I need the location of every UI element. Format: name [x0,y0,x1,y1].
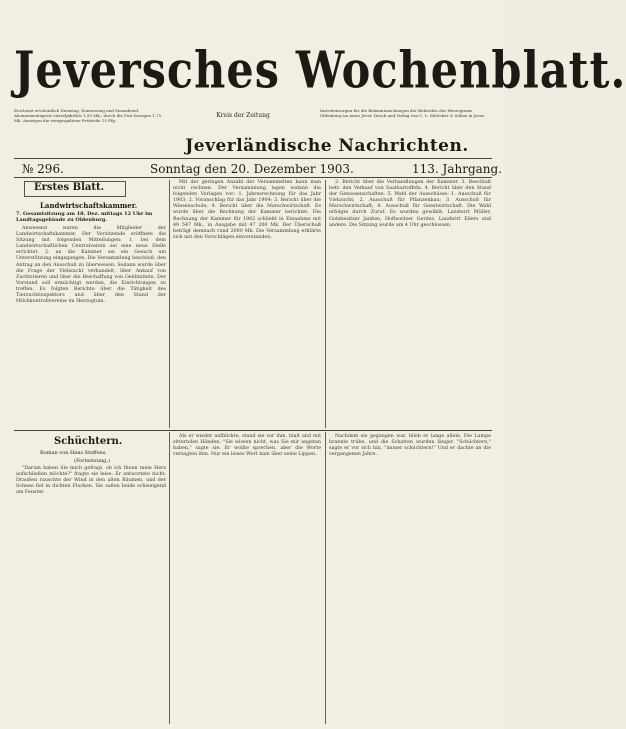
feuilleton-heading: Schüchtern. [54,436,123,447]
date-rule [14,177,492,178]
first-sheet-label: Erstes Blatt. [34,182,105,193]
column-3 [329,180,491,426]
issue-date: Sonntag den 20. Dezember 1903. [150,162,354,176]
column-2-text: Mit der geringen Anzahl der Versammelten kann man nicht rechnen. Der Versammlung lagen sodann die folgenden Vorlagen vor: 1. Jahresrechnung für das Jahr 1903; 2. Voranschlag für das Jahr 1904; 3. Bericht über die Wiesenschule; 4. Bericht über die Marschwirtschaft. Es wurde über die Rechnung der Kammer berichtet. Die Rechnung der Kammer für 1902 schließt in Einnahme mit 49 547 Mk., in Ausgabe mit 47 200 Mk. Der Überschuß beträgt demnach rund 2000 Mk. Die Versammlung erklärte sich mit den Vorschlägen einverstanden. [173,180,321,240]
feuilleton-3-text: Nachdem sie gegangen war, blieb er lange allein. Die Lampe brannte trübe, und die Schatten wurden länger. "Schüchtern," sagte er vor sich hin, "immer schüchtern!" Und er dachte an die vergangenen Jahre. [329,434,491,458]
column-1-text: Anwesend waren die Mitglieder der Landwirtschaftskammer. Der Vorsitzende eröffnete die Sitzung mit folgenden Mitteilungen: 1. bei dem Landwirtschaftlichen Centralverein sei eine neue Stelle errichtet. 2. an die Kammer sei ein Gesuch um Unterstützung eingegangen. Die Versammlung beschloß, den Antrag an den Ausschuß zu überweisen. Sodann wurde über die Frage der Viehzucht verhandelt, über Ankauf von Zuchtstieren und über die Beschaffung von Geldmitteln. Der Vorstand soll ermächtigt werden, die Einrichtungen zu treffen. Es folgten Berichte über die Tätigkeit des Tierzuchtinspektors und über den Stand der Milchkontrollvereine im Herzogtum. [16,226,166,305]
feuilleton-byline: Roman von Hans Steffens. [40,450,107,456]
issue-number: № 296. [22,162,64,176]
middle-note: Kreis der Zeitung [216,112,270,119]
publisher-note: Insertionsorgan für die Bekanntmachungen der Behörden des Herzogtums Oldenburg im Amte Jever. Druck und Verlag von C. L. Mettcker & Söhne in Jever. [320,108,486,118]
feuilleton-column-1 [16,466,166,722]
column-2 [173,180,321,426]
continuation-note: (Fortsetzung.) [74,458,110,464]
column-divider-4 [325,432,326,724]
subtitle: Jeverländische Nachrichten. [185,136,469,156]
feuilleton-column-3 [329,434,491,722]
column-divider-3 [169,432,170,724]
column-1 [16,226,166,426]
subscription-note: Erscheint wöchentlich Dienstag, Donnerstag und Sonnabend. Abonnementspreis vierteljährlich 1,50 Mk., durch die Post bezogen 1,75 Mk. Anzeigen die viergespaltene Petitzeile 15 Pfg. [14,108,162,123]
column-3-text: 2. Bericht über die Verhandlungen der Kammer. 3. Beschluß betr. den Verkauf von Saatkartoffeln. 4. Bericht über den Stand der Genossenschaften. 5. Wahl der Ausschüsse: 1. Ausschuß für Viehzucht; 2. Ausschuß für Pflanzenbau; 3. Ausschuß für Marschwirtschaft; 4. Ausschuß für Geestwirtschaft. Die Wahl erfolgte durch Zuruf. Es wurden gewählt: Landwirt Müller, Gutsbesitzer Janßen, Hofbesitzer Gerdes, Landwirt Eilers und andere. Die Sitzung wurde um 4 Uhr geschlossen. [329,180,491,228]
masthead-title: Jeversches Wochenblatt. [14,41,626,101]
feuilleton-2-text: Als er wieder aufblickte, stand sie vor ihm, blaß und mit zitternden Händen. "Sie wissen nicht, was Sie mir angetan haben," sagte sie. Er wollte sprechen, aber die Worte versagten ihm. Nur ein leises Wort kam über seine Lippen. [173,434,321,458]
column-divider-1 [169,180,170,428]
feuilleton-column-2 [173,434,321,722]
top-rule [14,158,492,159]
feuilleton-rule [14,430,492,431]
feuilleton-1-text: "Darum haben Sie mich gefragt, ob ich Ihnen mein Herz aufschließen möchte?" fragte sie leise. Er antwortete nicht. Draußen rauschte der Wind in den alten Bäumen, und der Schnee fiel in dichten Flocken. Sie saßen beide schweigend am Fenster. [16,466,166,496]
meeting-line: 7. Gesamtsitzung am 18. Dez. mittags 12 Uhr im Landtagsgebäude zu Oldenburg. [16,211,153,223]
column-divider-2 [325,180,326,428]
volume: 113. Jahrgang. [412,162,503,176]
chamber-heading: Landwirtschaftskammer. [40,201,138,210]
